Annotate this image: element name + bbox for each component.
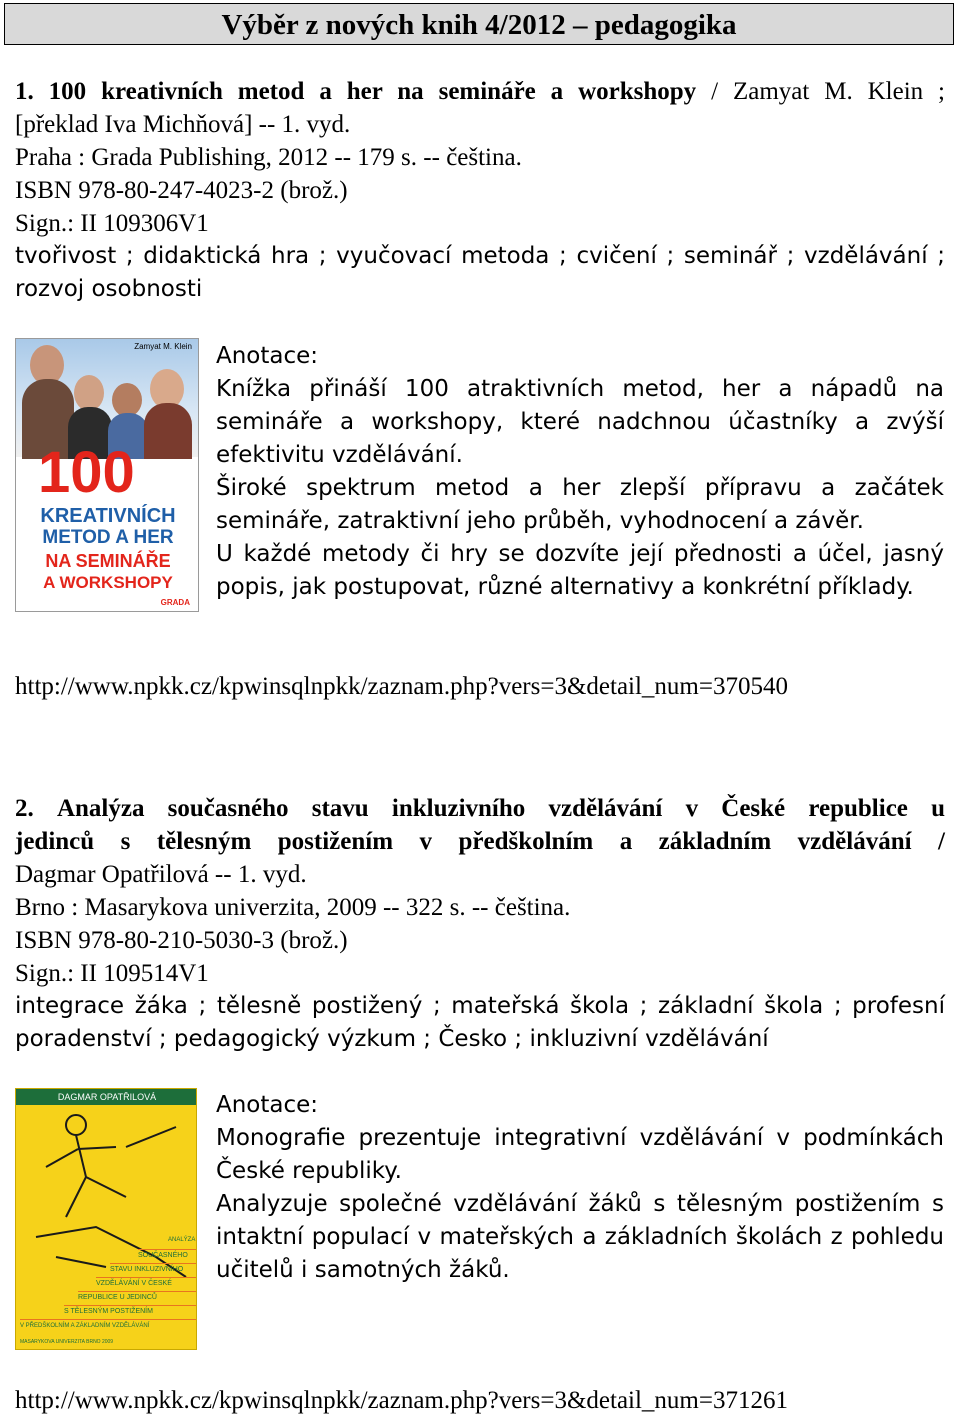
catalog-link[interactable]: http://www.npkk.cz/kpwinsqlnpkk/zaznam.php?vers=3&detail_num=371261 [15,1387,788,1414]
book-translator: [překlad Iva Michňová] -- 1. vyd. [15,111,351,138]
cover-step: VZDĚLÁVÁNÍ V ČESKÉ [96,1277,197,1290]
book-number: 1. [15,78,34,105]
book-entry-1 [15,75,945,306]
book-signature: Sign.: II 109514V1 [15,960,209,987]
book-cover-image-2 [15,1088,197,1350]
cover-title-line: A WORKSHOPY [43,573,173,592]
cover-title-line: NA SEMINÁŘE [45,551,171,571]
person-figure [74,375,104,411]
cover-step: REPUBLICE U JEDINCŮ [78,1291,197,1304]
book-publication: Brno : Masarykova univerzita, 2009 -- 322 s. -- čeština. [15,894,571,921]
cover-author: DAGMAR OPATŘILOVÁ [16,1089,197,1105]
cover-title-line: METOD A HER [42,527,174,548]
book-subjects-cont: rozvoj osobnosti [15,276,203,302]
annotation-paragraph: U každé metody či hry se dozvíte její přednosti a účel, jasný popis, jak postupovat, různé alternativy a konkrétní příklady. [216,541,944,600]
book-subjects: integrace žáka ; tělesně postižený ; mateřská škola ; základní škola ; profesní [15,993,945,1019]
book-entry-2 [15,792,945,1056]
page-title: Výběr z nových knih 4/2012 – pedagogika [4,3,954,45]
catalog-link[interactable]: http://www.npkk.cz/kpwinsqlnpkk/zaznam.php?vers=3&detail_num=370540 [15,673,788,700]
book-isbn: ISBN 978-80-210-5030-3 (brož.) [15,927,348,954]
cover-number: 100 [38,440,135,505]
book-title: 100 kreativních metod a her na semináře a workshopy [48,78,697,105]
cover-author: Zamyat M. Klein [134,342,192,351]
book-title-line [15,75,945,108]
cover-step: SOUČASNÉHO [138,1249,197,1262]
book-subjects: tvořivost ; didaktická hra ; vyučovací metoda ; cvičení ; seminář ; vzdělávání ; [15,243,945,269]
book-title-cont: jedinců s tělesným postižením v předškolním a základním vzdělávání / [15,828,945,855]
book-isbn: ISBN 978-80-247-4023-2 (brož.) [15,177,348,204]
book-signature: Sign.: II 109306V1 [15,210,209,237]
annotation-label: Anotace: [216,343,319,369]
annotation-block-2 [216,1089,944,1287]
cover-step: ANALÝZA [168,1237,196,1243]
book-publication: Praha : Grada Publishing, 2012 -- 179 s. -- čeština. [15,144,522,171]
annotation-paragraph: Analyzuje společné vzdělávání žáků s tělesným postižením s intaktní populací v mateřských a základních školách z pohledu učitelů i samotných žáků. [216,1191,944,1283]
annotation-block-1 [216,340,944,604]
book-number: 2. [15,795,34,822]
author-separator: / [696,78,733,105]
book-cover-image-1 [15,338,199,612]
annotation-paragraph: Široké spektrum metod a her zlepší přípravu a začátek semináře, zatraktivní jeho průběh, vyhodnocení a závěr. [216,475,944,534]
book-author: Zamyat M. Klein ; [732,78,946,105]
book-author: Dagmar Opatřilová -- 1. vyd. [15,861,307,888]
annotation-paragraph: Monografie prezentuje integrativní vzdělávání v podmínkách České republiky. [216,1125,944,1184]
annotation-paragraph: Knížka přináší 100 atraktivních metod, her a nápadů na semináře a workshopy, které nadchnou účastníky a zvýší efektivitu vzdělávání. [216,376,944,468]
book-subjects-cont: poradenství ; pedagogický výzkum ; Česko ; inkluzivní vzdělávání [15,1026,769,1052]
publisher-logo: GRADA [160,598,190,607]
person-figure [112,383,142,417]
book-title: Analýza současného stavu inkluzivního vzdělávání v České republice u [56,795,945,822]
book-title-line [15,792,945,825]
cover-step: S TĚLESNÝM POSTIŽENÍM [64,1305,197,1318]
cover-title-line: KREATIVNÍCH [40,505,176,527]
cover-step: V PŘEDŠKOLNÍM A ZÁKLADNÍM VZDĚLÁVÁNÍ [20,1319,197,1332]
annotation-label: Anotace: [216,1092,319,1118]
person-figure [144,403,192,459]
cover-step: STAVU INKLUZIVNÍHO [110,1263,197,1276]
cover-publisher: MASARYKOVA UNIVERZITA BRNO 2009 [20,1339,114,1345]
